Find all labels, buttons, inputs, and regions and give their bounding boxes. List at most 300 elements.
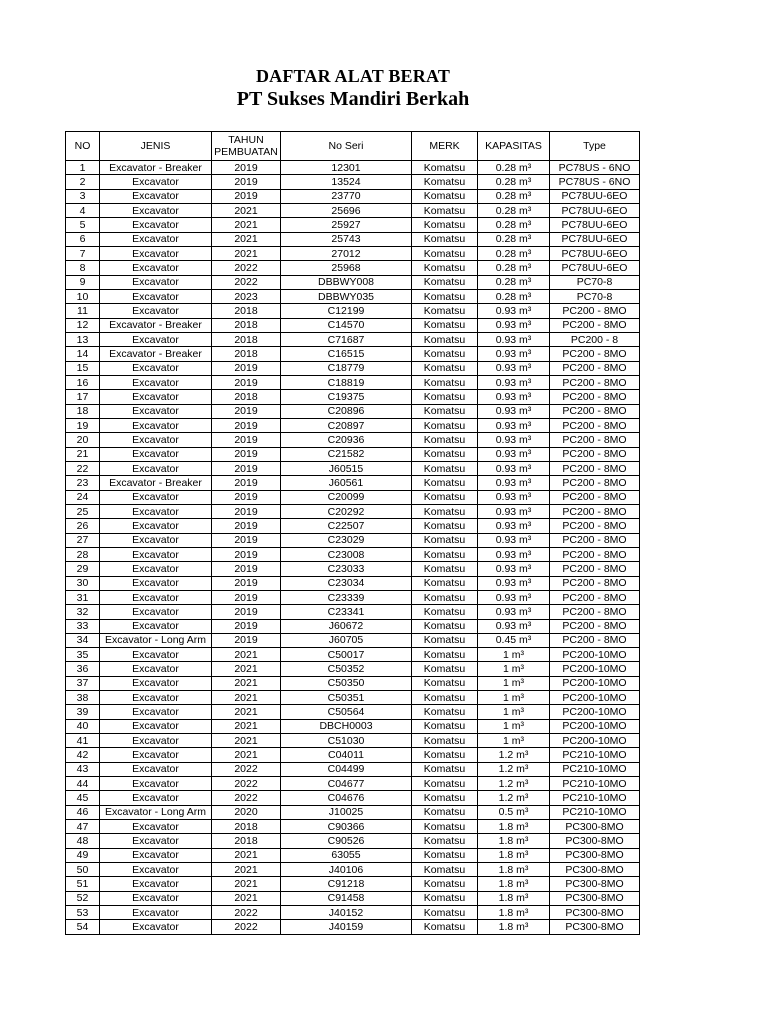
cell-merk: Komatsu: [412, 175, 478, 189]
cell-tahun: 2022: [212, 762, 281, 776]
cell-no: 25: [66, 504, 100, 518]
cell-no-seri: 27012: [281, 246, 412, 260]
cell-jenis: Excavator: [100, 418, 212, 432]
table-row: [66, 461, 640, 475]
cell-no: 20: [66, 433, 100, 447]
cell-type: PC200-10MO: [550, 719, 640, 733]
cell-type: PC210-10MO: [550, 791, 640, 805]
cell-kapasitas: 1 m³: [478, 676, 550, 690]
cell-jenis: Excavator: [100, 189, 212, 203]
table-row: [66, 891, 640, 905]
cell-kapasitas: 0.28 m³: [478, 189, 550, 203]
cell-merk: Komatsu: [412, 820, 478, 834]
cell-kapasitas: 0.93 m³: [478, 490, 550, 504]
cell-no-seri: C50350: [281, 676, 412, 690]
table-row: [66, 676, 640, 690]
cell-merk: Komatsu: [412, 547, 478, 561]
cell-no-seri: C18819: [281, 375, 412, 389]
cell-type: PC200 - 8MO: [550, 347, 640, 361]
cell-tahun: 2019: [212, 447, 281, 461]
cell-no-seri: 13524: [281, 175, 412, 189]
cell-type: PC78US - 6NO: [550, 175, 640, 189]
table-row: [66, 203, 640, 217]
cell-tahun: 2020: [212, 805, 281, 819]
cell-kapasitas: 1 m³: [478, 662, 550, 676]
cell-merk: Komatsu: [412, 289, 478, 303]
cell-jenis: Excavator: [100, 246, 212, 260]
cell-no-seri: 25696: [281, 203, 412, 217]
cell-tahun: 2021: [212, 691, 281, 705]
cell-jenis: Excavator: [100, 404, 212, 418]
table-row: [66, 418, 640, 432]
cell-merk: Komatsu: [412, 848, 478, 862]
cell-type: PC210-10MO: [550, 777, 640, 791]
cell-kapasitas: 1.2 m³: [478, 777, 550, 791]
table-row: [66, 390, 640, 404]
cell-kapasitas: 0.93 m³: [478, 504, 550, 518]
cell-no-seri: 23770: [281, 189, 412, 203]
cell-jenis: Excavator - Breaker: [100, 161, 212, 175]
cell-no-seri: C16515: [281, 347, 412, 361]
header-type: Type: [550, 132, 640, 161]
cell-kapasitas: 0.93 m³: [478, 576, 550, 590]
cell-jenis: Excavator - Long Arm: [100, 633, 212, 647]
cell-no: 45: [66, 791, 100, 805]
cell-no: 15: [66, 361, 100, 375]
cell-jenis: Excavator: [100, 676, 212, 690]
table-row: [66, 848, 640, 862]
cell-merk: Komatsu: [412, 691, 478, 705]
cell-no: 41: [66, 734, 100, 748]
cell-type: PC300-8MO: [550, 834, 640, 848]
cell-no: 12: [66, 318, 100, 332]
cell-type: PC300-8MO: [550, 891, 640, 905]
cell-tahun: 2021: [212, 705, 281, 719]
cell-type: PC200 - 8MO: [550, 447, 640, 461]
cell-no-seri: C51030: [281, 734, 412, 748]
cell-no: 17: [66, 390, 100, 404]
cell-type: PC300-8MO: [550, 863, 640, 877]
cell-tahun: 2022: [212, 261, 281, 275]
cell-merk: Komatsu: [412, 805, 478, 819]
cell-type: PC200 - 8MO: [550, 605, 640, 619]
cell-kapasitas: 0.93 m³: [478, 361, 550, 375]
table-row: [66, 877, 640, 891]
cell-type: PC200-10MO: [550, 662, 640, 676]
cell-no: 51: [66, 877, 100, 891]
table-row: [66, 633, 640, 647]
cell-type: PC200-10MO: [550, 691, 640, 705]
cell-no: 49: [66, 848, 100, 862]
cell-type: PC78UU-6EO: [550, 189, 640, 203]
cell-tahun: 2021: [212, 676, 281, 690]
table-row: [66, 576, 640, 590]
cell-type: PC200 - 8MO: [550, 461, 640, 475]
cell-jenis: Excavator: [100, 275, 212, 289]
cell-type: PC78UU-6EO: [550, 246, 640, 260]
cell-merk: Komatsu: [412, 418, 478, 432]
cell-tahun: 2021: [212, 891, 281, 905]
cell-jenis: Excavator: [100, 748, 212, 762]
cell-no-seri: C71687: [281, 332, 412, 346]
cell-kapasitas: 0.93 m³: [478, 318, 550, 332]
cell-kapasitas: 0.28 m³: [478, 275, 550, 289]
cell-no: 39: [66, 705, 100, 719]
cell-type: PC200 - 8MO: [550, 361, 640, 375]
cell-kapasitas: 0.93 m³: [478, 461, 550, 475]
cell-no: 16: [66, 375, 100, 389]
cell-merk: Komatsu: [412, 189, 478, 203]
cell-jenis: Excavator: [100, 906, 212, 920]
cell-no-seri: C90366: [281, 820, 412, 834]
cell-no-seri: J60561: [281, 476, 412, 490]
cell-no-seri: C20292: [281, 504, 412, 518]
cell-kapasitas: 0.28 m³: [478, 161, 550, 175]
document-title: DAFTAR ALAT BERAT: [255, 66, 451, 86]
cell-type: PC200 - 8MO: [550, 476, 640, 490]
cell-no: 26: [66, 519, 100, 533]
cell-jenis: Excavator: [100, 734, 212, 748]
cell-jenis: Excavator: [100, 848, 212, 862]
cell-type: PC200 - 8: [550, 332, 640, 346]
cell-no-seri: C12199: [281, 304, 412, 318]
cell-no-seri: C04499: [281, 762, 412, 776]
cell-merk: Komatsu: [412, 433, 478, 447]
table-body: [66, 161, 640, 935]
cell-type: PC200 - 8MO: [550, 590, 640, 604]
cell-no-seri: C50564: [281, 705, 412, 719]
cell-merk: Komatsu: [412, 318, 478, 332]
cell-jenis: Excavator: [100, 447, 212, 461]
cell-tahun: 2022: [212, 906, 281, 920]
cell-no: 14: [66, 347, 100, 361]
cell-tahun: 2019: [212, 633, 281, 647]
cell-kapasitas: 1.8 m³: [478, 891, 550, 905]
table-row: [66, 189, 640, 203]
cell-tahun: 2019: [212, 161, 281, 175]
cell-kapasitas: 0.93 m³: [478, 519, 550, 533]
cell-merk: Komatsu: [412, 906, 478, 920]
cell-type: PC200 - 8MO: [550, 519, 640, 533]
cell-tahun: 2022: [212, 275, 281, 289]
table-row: [66, 605, 640, 619]
cell-type: PC200 - 8MO: [550, 562, 640, 576]
cell-no-seri: J40106: [281, 863, 412, 877]
cell-no: 34: [66, 633, 100, 647]
cell-jenis: Excavator: [100, 218, 212, 232]
table-row: [66, 519, 640, 533]
cell-tahun: 2019: [212, 361, 281, 375]
cell-merk: Komatsu: [412, 705, 478, 719]
cell-no-seri: C04677: [281, 777, 412, 791]
table-row: [66, 820, 640, 834]
cell-jenis: Excavator: [100, 662, 212, 676]
cell-type: PC200 - 8MO: [550, 490, 640, 504]
cell-type: PC78UU-6EO: [550, 218, 640, 232]
cell-merk: Komatsu: [412, 533, 478, 547]
cell-no-seri: J40152: [281, 906, 412, 920]
table-header-row: [66, 132, 640, 161]
cell-tahun: 2021: [212, 203, 281, 217]
cell-merk: Komatsu: [412, 791, 478, 805]
table-row: [66, 662, 640, 676]
cell-merk: Komatsu: [412, 619, 478, 633]
cell-tahun: 2019: [212, 533, 281, 547]
cell-no-seri: C21582: [281, 447, 412, 461]
cell-merk: Komatsu: [412, 218, 478, 232]
cell-kapasitas: 0.93 m³: [478, 476, 550, 490]
cell-no-seri: J60515: [281, 461, 412, 475]
cell-no-seri: DBBWY035: [281, 289, 412, 303]
cell-no-seri: C19375: [281, 390, 412, 404]
cell-type: PC200-10MO: [550, 676, 640, 690]
cell-merk: Komatsu: [412, 863, 478, 877]
cell-tahun: 2021: [212, 719, 281, 733]
cell-no-seri: J60705: [281, 633, 412, 647]
cell-merk: Komatsu: [412, 748, 478, 762]
cell-tahun: 2022: [212, 791, 281, 805]
cell-jenis: Excavator - Breaker: [100, 476, 212, 490]
cell-type: PC200 - 8MO: [550, 576, 640, 590]
cell-tahun: 2019: [212, 418, 281, 432]
cell-tahun: 2021: [212, 748, 281, 762]
table-row: [66, 375, 640, 389]
header-tahun: [212, 132, 281, 161]
equipment-table: [65, 131, 640, 935]
cell-type: PC78UU-6EO: [550, 203, 640, 217]
cell-no: 22: [66, 461, 100, 475]
cell-type: PC200 - 8MO: [550, 418, 640, 432]
cell-kapasitas: 1 m³: [478, 719, 550, 733]
table-row: [66, 562, 640, 576]
table-row: [66, 246, 640, 260]
cell-tahun: 2019: [212, 476, 281, 490]
cell-tahun: 2021: [212, 218, 281, 232]
header-no-seri: No Seri: [281, 132, 412, 161]
cell-merk: Komatsu: [412, 719, 478, 733]
cell-jenis: Excavator: [100, 762, 212, 776]
cell-no: 52: [66, 891, 100, 905]
cell-tahun: 2019: [212, 562, 281, 576]
cell-kapasitas: 0.93 m³: [478, 304, 550, 318]
cell-no: 23: [66, 476, 100, 490]
cell-no-seri: C23034: [281, 576, 412, 590]
cell-no: 35: [66, 648, 100, 662]
table-row: [66, 304, 640, 318]
cell-type: PC300-8MO: [550, 906, 640, 920]
cell-jenis: Excavator: [100, 361, 212, 375]
cell-merk: Komatsu: [412, 576, 478, 590]
cell-type: PC200 - 8MO: [550, 619, 640, 633]
cell-jenis: Excavator: [100, 877, 212, 891]
cell-jenis: Excavator: [100, 504, 212, 518]
cell-tahun: 2018: [212, 347, 281, 361]
cell-type: PC78UU-6EO: [550, 261, 640, 275]
cell-no: 19: [66, 418, 100, 432]
cell-kapasitas: 0.93 m³: [478, 332, 550, 346]
cell-jenis: Excavator: [100, 719, 212, 733]
cell-no: 38: [66, 691, 100, 705]
cell-merk: Komatsu: [412, 490, 478, 504]
cell-no: 44: [66, 777, 100, 791]
cell-no-seri: DBBWY008: [281, 275, 412, 289]
cell-jenis: Excavator: [100, 820, 212, 834]
table-row: [66, 447, 640, 461]
cell-no-seri: C14570: [281, 318, 412, 332]
cell-no-seri: C23033: [281, 562, 412, 576]
cell-kapasitas: 1 m³: [478, 705, 550, 719]
cell-no: 31: [66, 590, 100, 604]
table-row: [66, 476, 640, 490]
cell-kapasitas: 1 m³: [478, 734, 550, 748]
table-row: [66, 218, 640, 232]
cell-tahun: 2018: [212, 304, 281, 318]
table-row: [66, 533, 640, 547]
cell-no: 11: [66, 304, 100, 318]
cell-no-seri: C23341: [281, 605, 412, 619]
cell-jenis: Excavator: [100, 891, 212, 905]
header-merk: MERK: [412, 132, 478, 161]
cell-jenis: Excavator: [100, 519, 212, 533]
cell-no-seri: DBCH0003: [281, 719, 412, 733]
cell-no-seri: C23008: [281, 547, 412, 561]
cell-jenis: Excavator - Breaker: [100, 347, 212, 361]
cell-type: PC210-10MO: [550, 762, 640, 776]
cell-tahun: 2019: [212, 490, 281, 504]
cell-tahun: 2018: [212, 390, 281, 404]
cell-jenis: Excavator: [100, 461, 212, 475]
company-name: PT Sukses Mandiri Berkah: [236, 88, 470, 110]
cell-merk: Komatsu: [412, 562, 478, 576]
cell-no-seri: 63055: [281, 848, 412, 862]
cell-no: 36: [66, 662, 100, 676]
table-row: [66, 705, 640, 719]
table-row: [66, 920, 640, 934]
cell-merk: Komatsu: [412, 461, 478, 475]
cell-tahun: 2018: [212, 332, 281, 346]
cell-type: PC200 - 8MO: [550, 375, 640, 389]
table-row: [66, 719, 640, 733]
cell-no-seri: 25927: [281, 218, 412, 232]
cell-no: 54: [66, 920, 100, 934]
cell-merk: Komatsu: [412, 375, 478, 389]
cell-no-seri: 12301: [281, 161, 412, 175]
cell-jenis: Excavator: [100, 375, 212, 389]
cell-jenis: Excavator: [100, 175, 212, 189]
cell-no: 32: [66, 605, 100, 619]
cell-no-seri: C23029: [281, 533, 412, 547]
cell-type: PC300-8MO: [550, 820, 640, 834]
cell-kapasitas: 1.8 m³: [478, 820, 550, 834]
cell-no-seri: J10025: [281, 805, 412, 819]
table-row: [66, 547, 640, 561]
cell-kapasitas: 0.28 m³: [478, 203, 550, 217]
cell-type: PC200 - 8MO: [550, 304, 640, 318]
table-row: [66, 834, 640, 848]
cell-no: 53: [66, 906, 100, 920]
cell-jenis: Excavator: [100, 562, 212, 576]
cell-kapasitas: 0.28 m³: [478, 289, 550, 303]
cell-jenis: Excavator: [100, 390, 212, 404]
cell-merk: Komatsu: [412, 648, 478, 662]
cell-merk: Komatsu: [412, 734, 478, 748]
cell-no-seri: C91218: [281, 877, 412, 891]
cell-kapasitas: 1.2 m³: [478, 748, 550, 762]
cell-tahun: 2018: [212, 834, 281, 848]
cell-merk: Komatsu: [412, 361, 478, 375]
table-row: [66, 490, 640, 504]
table-row: [66, 762, 640, 776]
cell-tahun: 2019: [212, 433, 281, 447]
cell-no-seri: C20099: [281, 490, 412, 504]
table-row: [66, 734, 640, 748]
cell-no: 33: [66, 619, 100, 633]
cell-jenis: Excavator: [100, 533, 212, 547]
cell-kapasitas: 1.2 m³: [478, 791, 550, 805]
cell-kapasitas: 1.8 m³: [478, 920, 550, 934]
cell-jenis: Excavator: [100, 547, 212, 561]
table-row: [66, 347, 640, 361]
cell-tahun: 2019: [212, 519, 281, 533]
cell-no: 6: [66, 232, 100, 246]
cell-jenis: Excavator: [100, 304, 212, 318]
cell-no-seri: C90526: [281, 834, 412, 848]
cell-no-seri: C20897: [281, 418, 412, 432]
cell-no: 47: [66, 820, 100, 834]
cell-no: 46: [66, 805, 100, 819]
cell-no-seri: C18779: [281, 361, 412, 375]
cell-jenis: Excavator: [100, 619, 212, 633]
cell-no: 50: [66, 863, 100, 877]
cell-jenis: Excavator: [100, 605, 212, 619]
cell-kapasitas: 1 m³: [478, 648, 550, 662]
cell-merk: Komatsu: [412, 332, 478, 346]
cell-kapasitas: 1 m³: [478, 691, 550, 705]
table-row: [66, 590, 640, 604]
cell-type: PC200 - 8MO: [550, 390, 640, 404]
cell-merk: Komatsu: [412, 519, 478, 533]
cell-no: 5: [66, 218, 100, 232]
cell-jenis: Excavator - Long Arm: [100, 805, 212, 819]
cell-no-seri: C50351: [281, 691, 412, 705]
cell-merk: Komatsu: [412, 762, 478, 776]
cell-merk: Komatsu: [412, 476, 478, 490]
cell-type: PC200-10MO: [550, 734, 640, 748]
cell-kapasitas: 0.93 m³: [478, 590, 550, 604]
cell-tahun: 2019: [212, 590, 281, 604]
table-row: [66, 289, 640, 303]
cell-tahun: 2021: [212, 648, 281, 662]
cell-jenis: Excavator: [100, 289, 212, 303]
cell-tahun: 2019: [212, 175, 281, 189]
table-row: [66, 906, 640, 920]
table-row: [66, 777, 640, 791]
cell-type: PC300-8MO: [550, 920, 640, 934]
table-row: [66, 748, 640, 762]
cell-type: PC200 - 8MO: [550, 404, 640, 418]
cell-type: PC200-10MO: [550, 648, 640, 662]
cell-merk: Komatsu: [412, 662, 478, 676]
cell-tahun: 2019: [212, 619, 281, 633]
cell-merk: Komatsu: [412, 261, 478, 275]
cell-merk: Komatsu: [412, 605, 478, 619]
cell-tahun: 2019: [212, 547, 281, 561]
cell-merk: Komatsu: [412, 777, 478, 791]
table-row: [66, 275, 640, 289]
cell-kapasitas: 0.93 m³: [478, 433, 550, 447]
cell-no: 3: [66, 189, 100, 203]
cell-type: PC200 - 8MO: [550, 433, 640, 447]
